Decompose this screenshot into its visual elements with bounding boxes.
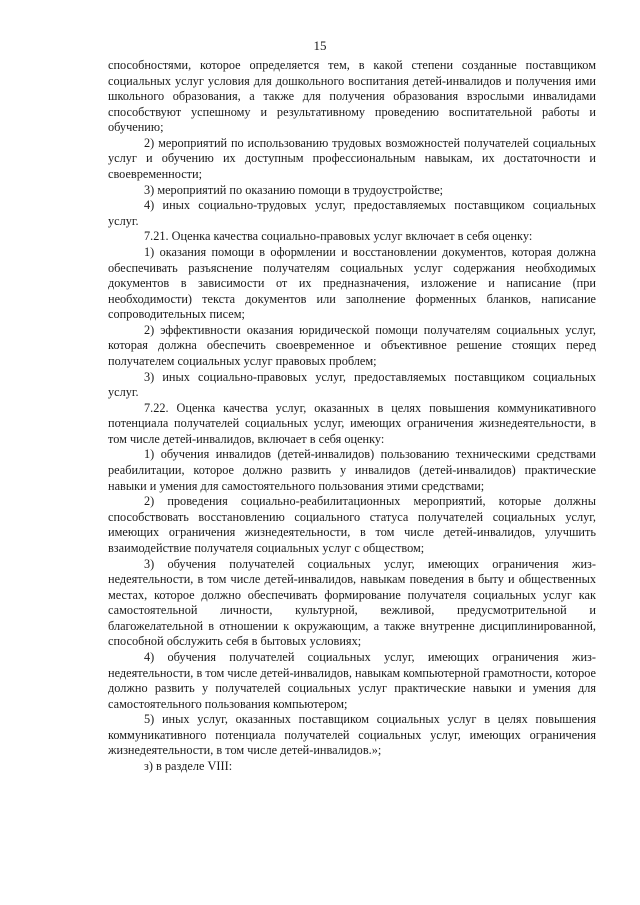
paragraph: способностями, которое определяется тем, в какой степени созданные поставщиком социальных услуг условия для дошкольного воспитания детей-инвалидов и получения ими школьного образования, а также для получения образования взрослыми инвалидами способствуют успешному и результативному проведению воспитательной работы и обучению; [108,58,596,135]
paragraph: 1) обучения инвалидов (детей-инвалидов) пользованию техническими средствами реабилитации, которое должно развить у инвалидов (детей-инвалидов) практические навыки и умения для самостоятельного пользования этими средствами; [108,447,596,493]
paragraph: 4) обучения получателей социальных услуг, имеющих ограничения жизнедеятельности, в том числе детей-инвалидов, навыкам компьютерной грамотности, которое должно развить у получателей социальных услуг практические навыки и умения для самостоятельного пользования компьютером; [108,649,596,711]
paragraph: 7.21. Оценка качества социально-правовых услуг включает в себя оценку: [144,229,533,244]
paragraph: 5) иных услуг, оказанных поставщиком социальных услуг в целях повышения коммуникативного потенциала получателей социальных услуг, имеющих ограничения жизнедеятельности, в том числе детей-инвалидов.»; [108,712,596,758]
paragraph: 3) иных социально-правовых услуг, предоставляемых поставщиком социальных услуг. [108,369,596,400]
paragraph: 7.22. Оценка качества услуг, оказанных в целях повышения коммуникативного потенциала получателей социальных услуг, имеющих ограничения жизнедеятельности, в том числе детей-инвалидов, включает в себя оценку: [108,400,596,446]
body-text [108,58,596,775]
page-number: 15 [313,38,327,53]
paragraph: 4) иных социально-трудовых услуг, предоставляемых поставщиком социальных услуг. [108,198,596,228]
paragraph: 2) проведения социально-реабилитационных мероприятий, которые должны способствовать восстановлению социального статуса получателей социальных услуг, имеющих ограничения жизнедеятельности, в том числе детей-инвалидов, улучшить взаимодействие получателя социальных услуг с обществом; [108,494,596,555]
paragraph: з) в разделе VIII: [144,759,233,774]
paragraph: 1) оказания помощи в оформлении и восстановлении документов, которая должна обеспечивать разъяснение получателям социальных услуг содержания необходимых документов в зависимости от их предназначения, изложение и написание (при необходимости) текста документов или заполнение форменных бланков, написание сопроводительных писем; [108,244,596,322]
paragraph: 3) мероприятий по оказанию помощи в трудоустройстве; [144,182,444,197]
paragraph: 2) мероприятий по использованию трудовых возможностей получателей социальных услуг и обучению их доступным профессиональным навыкам, их достаточности и своевременности; [108,135,596,182]
paragraph: 2) эффективности оказания юридической помощи получателям социальных услуг, которая должна обеспечить своевременное и объективное решение стоящих перед получателем социальных услуг правовых проблем; [108,322,596,368]
paragraph: 3) обучения получателей социальных услуг, имеющих ограничения жизнедеятельности, в том числе детей-инвалидов, навыкам поведения в быту и общественных местах, которое должно обеспечивать формирование получателя социальных услуг как самостоятельной личности, культурной, вежливой, предусмотрительной и благожелательной в отношении к окружающим, а также внутренне дисциплинированной, способной обслужить себя в бытовых условиях; [108,556,596,649]
